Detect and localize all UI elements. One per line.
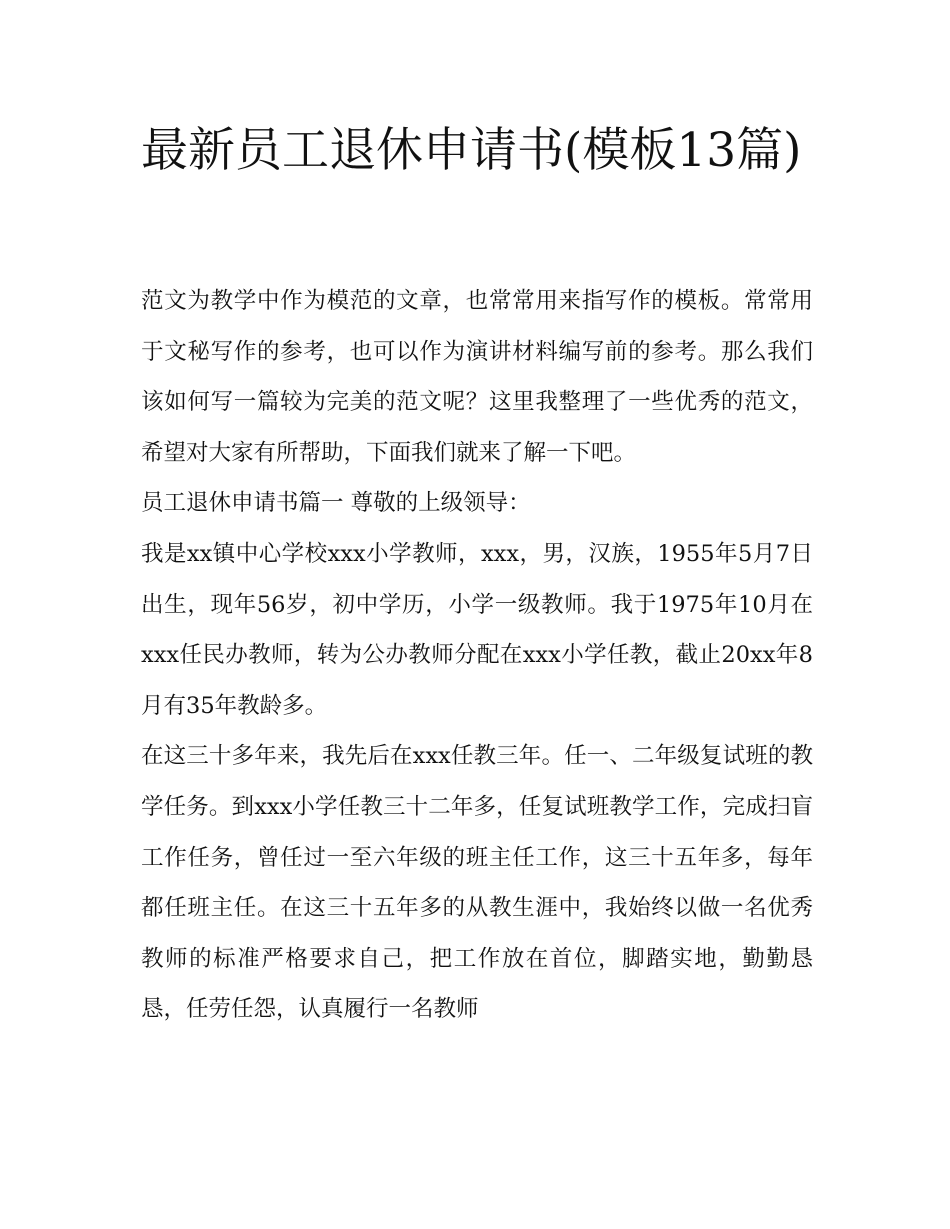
body-paragraph: 在这三十多年来，我先后在xxx任教三年。任一、二年级复试班的教学任务。到xxx小学任教三十二年多，任复试班教学工作，完成扫盲工作任务，曾任过一至六年级的班主任工作，这三十五年多，每年都任班主任。在这三十五年多的从教生涯中，我始终以做一名优秀教师的标准严格要求自己，把工作放在首位，脚踏实地，勤勤恳恳，任劳任怨，认真履行一名教师 <box>141 743 813 1023</box>
section-heading: 员工退休申请书篇一 尊敬的上级领导： <box>141 490 531 517</box>
intro-paragraph: 范文为教学中作为模范的文章，也常常用来指写作的模板。常常用于文秘写作的参考，也可以作为演讲材料编写前的参考。那么我们该如何写一篇较为完美的范文呢？这里我整理了一些优秀的范文，希望对大家有所帮助，下面我们就来了解一下吧。 <box>141 288 813 466</box>
document-title: 最新员工退休申请书(模板13篇) <box>141 123 802 178</box>
document-body <box>141 276 813 1035</box>
body-paragraph: 我是xx镇中心学校xxx小学教师，xxx，男，汉族，1955年5月7日出生，现年56岁，初中学历，小学一级教师。我于1975年10月在xxx任民办教师，转为公办教师分配在xxx小学任教，截止20xx年8月有35年教龄多。 <box>141 540 813 719</box>
